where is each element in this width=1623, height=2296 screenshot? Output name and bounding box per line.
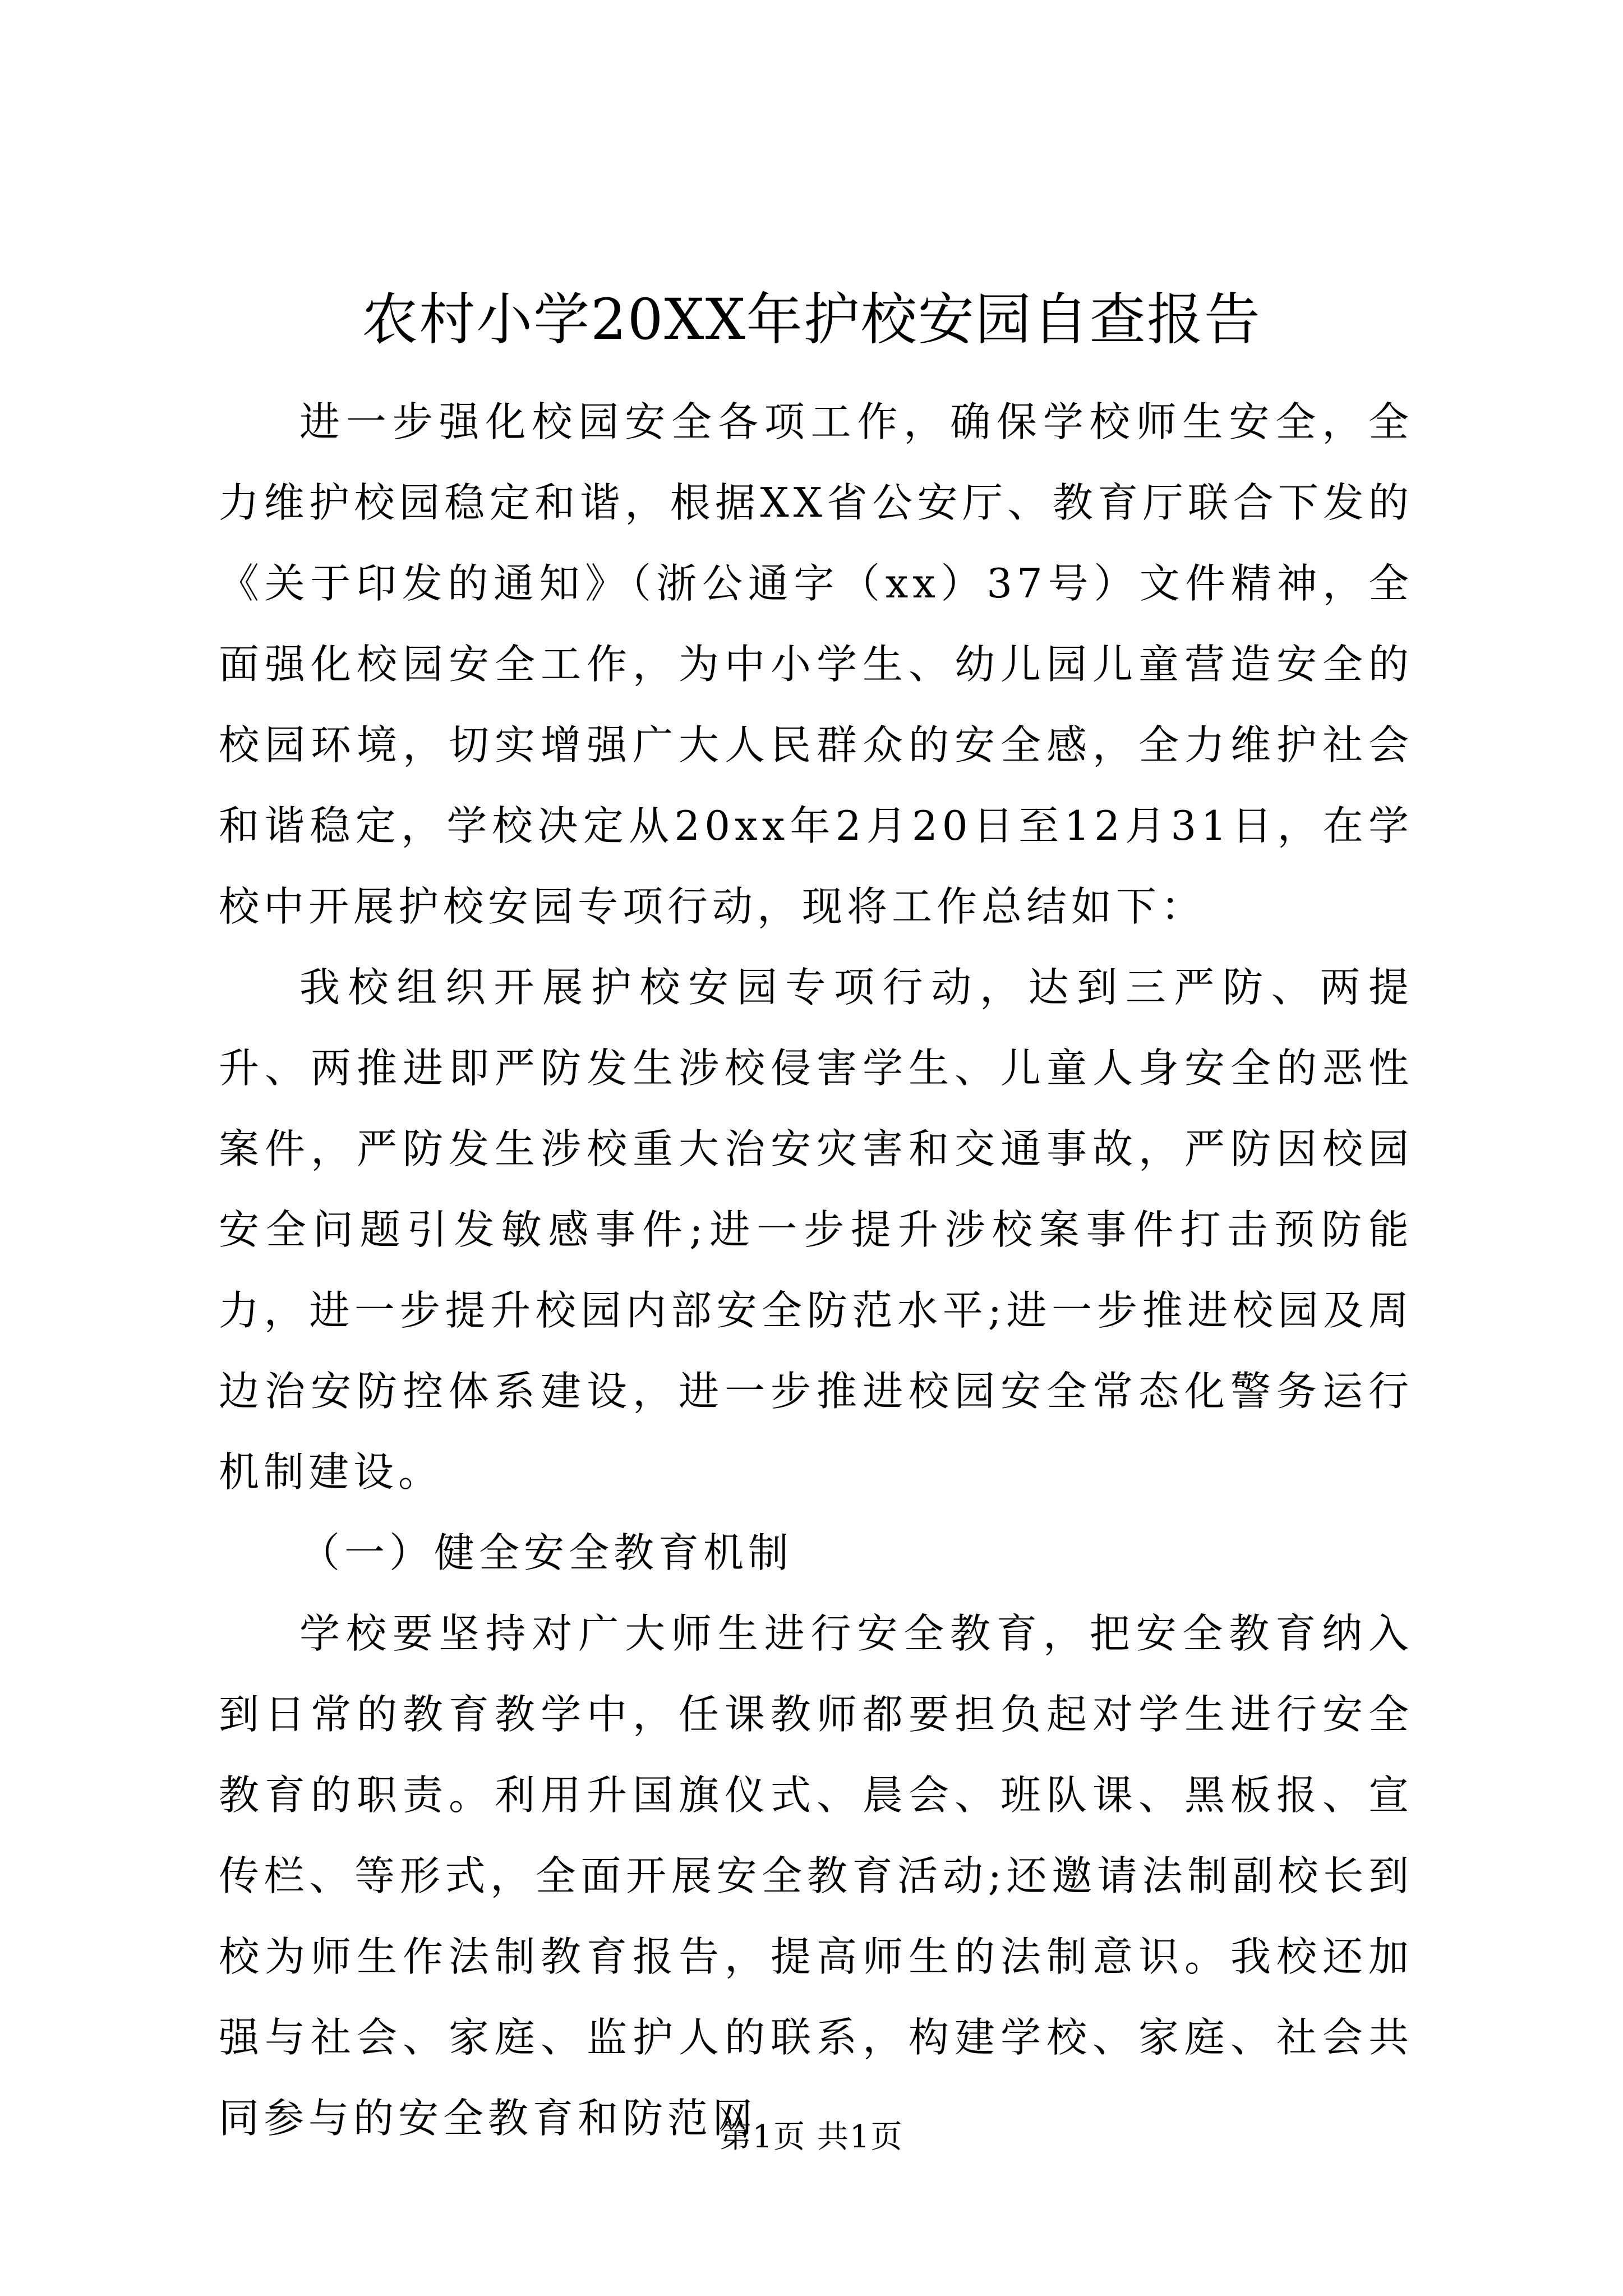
document-title: 农村小学20XX年护校安园自查报告 <box>362 287 1261 352</box>
section-paragraph: 学校要坚持对广大师生进行安全教育，把安全教育纳入到日常的教育教学中，任课教师都要担负起对学生进行安全教育的职责。利用升国旗仪式、晨会、班队课、黑板报、宣传栏、等形式，全面开展安全教育活动;还邀请法制副校长到校为师生作法制教育报告，提高师生的法制意识。我校还加强与社会、家庭、监护人的联系，构建学校、家庭、社会共同参与的安全教育和防范网 <box>219 1610 1413 2142</box>
action-paragraph: 我校组织开展护校安园专项行动，达到三严防、两提升、两推进即严防发生涉校侵害学生、儿童人身安全的恶性案件，严防发生涉校重大治安灾害和交通事故，严防因校园安全问题引发敏感事件;进一步提升涉校案事件打击预防能力，进一步提升校园内部安全防范水平;进一步推进校园及周边治安防控体系建设，进一步推进校园安全常态化警务运行机制建设。 <box>219 964 1413 1496</box>
intro-paragraph: 进一步强化校园安全各项工作，确保学校师生安全，全力维护校园稳定和谐，根据XX省公安厅、教育厅联合下发的《关于印发的通知》（浙公通字（xx）37号）文件精神，全面强化校园安全工作，为中小学生、幼儿园儿童营造安全的校园环境，切实增强广大人民群众的安全感，全力维护社会和谐稳定，学校决定从20xx年2月20日至12月31日，在学校中开展护校安园专项行动，现将工作总结如下： <box>219 398 1413 930</box>
document-body <box>219 381 1413 2159</box>
section-heading: （一）健全安全教育机制 <box>299 1529 794 1576</box>
page-number-footer: 第1页 共1页 <box>720 2119 903 2155</box>
